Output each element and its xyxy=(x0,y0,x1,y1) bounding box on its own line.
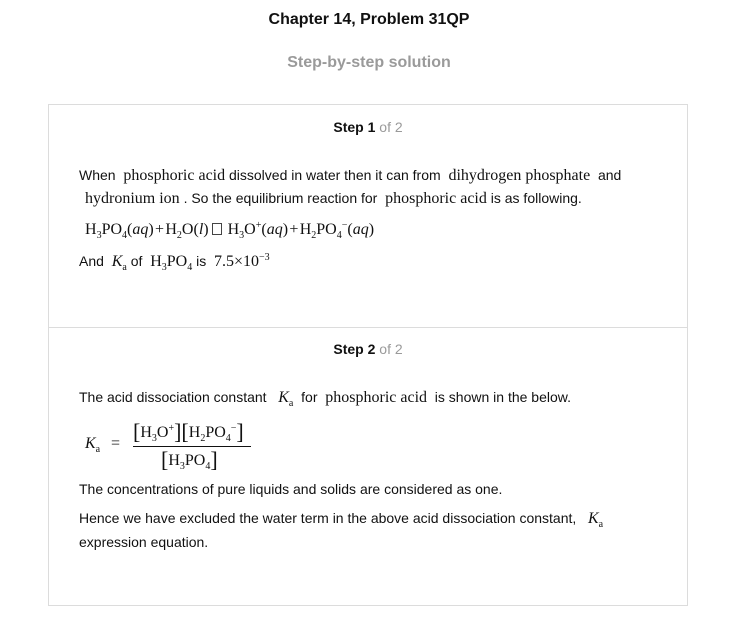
step-2-header xyxy=(49,341,687,357)
step-2-of: of 2 xyxy=(379,341,403,357)
text: for xyxy=(301,389,318,405)
equilibrium-arrow-icon xyxy=(212,223,222,235)
step-divider xyxy=(49,327,687,328)
ka-value-base: 7.5×10 xyxy=(214,253,260,270)
step-1-of: of 2 xyxy=(379,119,403,135)
step-2-line-4 xyxy=(79,510,603,530)
ka-value-exponent: −3 xyxy=(259,252,270,263)
text: is as following. xyxy=(490,190,582,206)
symbol-ka: $K_a$ xyxy=(587,510,604,530)
symbol-ka: $K_a$ xyxy=(278,389,294,409)
ka-numerator: $[H_3O^+][H_2PO_4^-]$ xyxy=(133,419,244,444)
step-1-line-4 xyxy=(79,252,270,273)
step-2-line-5: expression equation. xyxy=(79,534,209,550)
step-1-line-2 xyxy=(85,190,582,208)
text: dissolved in water then it can from xyxy=(229,167,441,183)
step-1-line-1 xyxy=(79,167,621,185)
term-phosphoric-acid-3: phosphoric acid xyxy=(325,389,428,406)
text: . So the equilibrium reaction for xyxy=(183,190,378,206)
text: is shown in the below. xyxy=(434,389,571,405)
step-1-header xyxy=(49,119,687,135)
term-phosphoric-acid-2: phosphoric acid xyxy=(385,190,487,207)
symbol-ka: $K_a$ xyxy=(111,253,127,273)
ka-expression xyxy=(85,417,305,473)
equilibrium-equation: $H_3PO_4(aq)$ + $H_2O(l)$ $H_3O^+(aq)$ + $H_2PO_4^-(aq)$ xyxy=(85,220,375,241)
term-hydronium-ion: hydronium ion xyxy=(85,190,180,207)
step-1-word: Step xyxy=(333,119,364,135)
formula-h3po4: $H_3PO_4$ xyxy=(150,253,193,273)
ka-value xyxy=(214,253,270,270)
text: and xyxy=(597,167,622,183)
step-1-number: 1 xyxy=(367,119,376,135)
step-2-line-1 xyxy=(79,389,571,409)
page-title: Chapter 14, Problem 31QP xyxy=(268,11,470,28)
text: of xyxy=(130,253,143,269)
equals-sign: = xyxy=(111,435,121,452)
text: When xyxy=(79,167,116,183)
text: is xyxy=(196,253,207,269)
page-subtitle: Step-by-step solution xyxy=(287,54,451,71)
solution-card xyxy=(48,104,688,606)
term-phosphoric-acid: phosphoric acid xyxy=(123,167,226,184)
text: And xyxy=(79,253,104,269)
text: Hence we have excluded the water term in the above acid dissociation constant, xyxy=(79,510,577,526)
step-2-line-3: The concentrations of pure liquids and solids are considered as one. xyxy=(79,481,503,497)
ka-lhs: $K_a$ xyxy=(85,435,101,455)
ka-denominator: $[H_3PO_4]$ xyxy=(161,447,218,472)
step-2-word: Step xyxy=(333,341,364,357)
term-dihydrogen-phosphate: dihydrogen phosphate xyxy=(448,167,591,184)
text: The acid dissociation constant xyxy=(79,389,267,405)
step-2-number: 2 xyxy=(367,341,376,357)
